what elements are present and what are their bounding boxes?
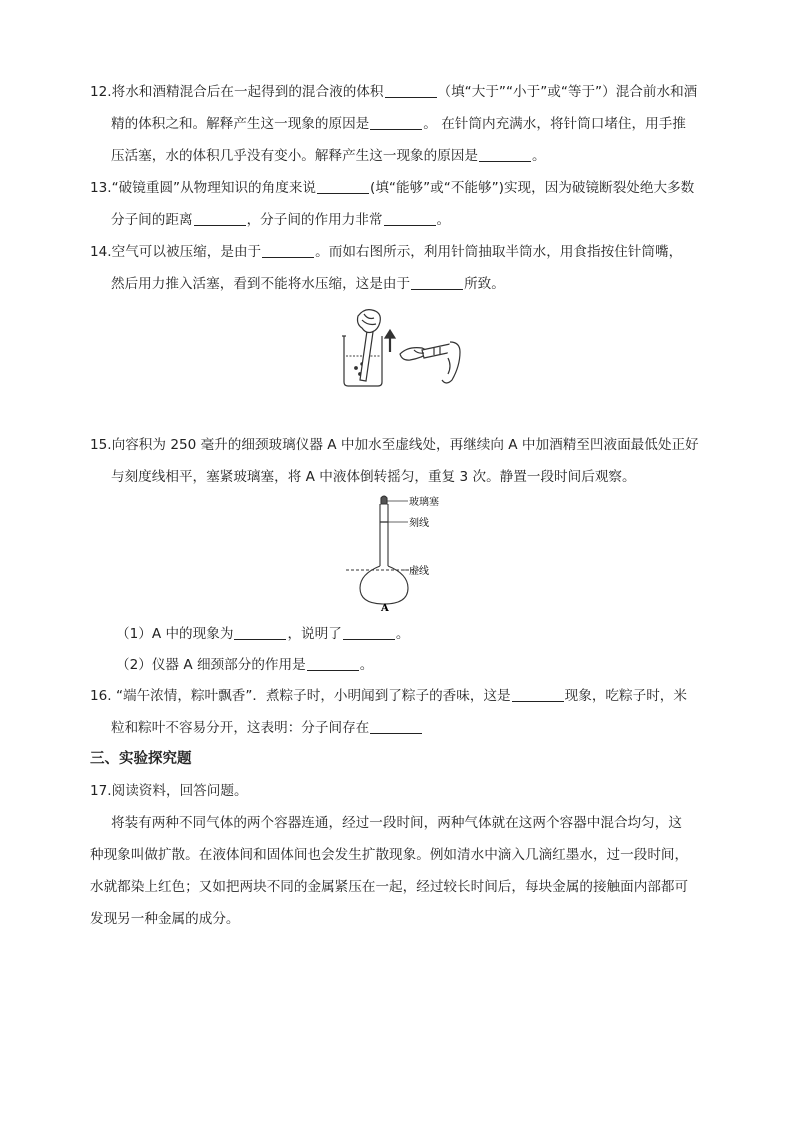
q15-sub-1 — [116, 624, 409, 644]
q12-blank-2[interactable] — [370, 115, 422, 130]
q15-sub2-text-b: 。 — [359, 657, 374, 673]
q15-sub-2 — [116, 655, 373, 675]
q17-para-line-1 — [111, 813, 682, 833]
label-dashed: 虚线 — [409, 566, 429, 577]
q17-para-text-3: 水就都染上红色；又如把两块不同的金属紧压在一起，经过较长时间后，每块金属的接触面内部都可 — [90, 879, 689, 895]
q15-sub2-text-a: （2）仪器 A 细颈部分的作用是 — [116, 657, 306, 673]
volumetric-flask-figure — [340, 494, 450, 612]
q15-line-2 — [111, 467, 636, 487]
q17-line-1 — [90, 781, 248, 801]
q15-blank-3[interactable] — [307, 656, 359, 671]
q17-para-line-2 — [90, 845, 688, 865]
q14-blank-2[interactable] — [411, 275, 463, 290]
q13-blank-2[interactable] — [194, 211, 246, 226]
q17-para-text-1: 将装有两种不同气体的两个容器连通，经过一段时间，两种气体就在这两个容器中混合均匀，这 — [111, 815, 682, 831]
q14-text-2b: 所致。 — [464, 276, 505, 292]
q13-blank-1[interactable] — [317, 179, 369, 194]
q12-text-2b: 。 在针筒内充满水，将针筒口堵住，用手推 — [423, 116, 686, 132]
q16-blank-1[interactable] — [512, 687, 564, 702]
q12-text-1b: （填“大于”“小于”或“等于”）混合前水和酒 — [437, 84, 698, 100]
beaker-with-syringe — [342, 310, 395, 386]
section-3-title: 三、实验探究题 — [90, 751, 192, 767]
q12-text-3b: 。 — [532, 148, 546, 164]
q15-line-1 — [90, 435, 699, 455]
glass-stopper — [381, 496, 387, 504]
q16-text-1b: 现象，吃粽子时，米 — [564, 688, 687, 704]
q14-line-2 — [111, 274, 505, 294]
q17-para-line-3 — [90, 877, 688, 897]
q17-para-line-4 — [90, 909, 240, 929]
q16-text-2a: 粒和粽叶不容易分开，这表明：分子间存在 — [111, 720, 370, 736]
q15-blank-2[interactable] — [343, 625, 395, 640]
q15-text-1: 15.向容积为 250 毫升的细颈玻璃仪器 A 中加水至虚线处，再继续向 A 中加酒精至凹液面最低处正好 — [90, 437, 699, 453]
q16-text-1a: 16. “端午浓情，粽叶飘香”．煮粽子时，小明闻到了粽子的香味，这是 — [90, 688, 511, 704]
q13-line-1 — [90, 178, 694, 198]
q13-blank-3[interactable] — [384, 211, 436, 226]
syringe-pressed-by-hand — [400, 342, 460, 383]
q16-line-2 — [111, 718, 423, 738]
q13-text-2a: 分子间的距离 — [111, 212, 193, 228]
q14-text-1a: 14.空气可以被压缩，是由于 — [90, 244, 262, 260]
q12-line-2 — [111, 114, 686, 134]
q15-sub1-text-b: ，说明了 — [287, 626, 342, 642]
q12-text-1a: 12.将水和酒精混合后在一起得到的混合液的体积 — [90, 84, 384, 100]
q13-text-1b: (填“能够”或“不能够”)实现，因为破镜断裂处绝大多数 — [370, 180, 695, 196]
q12-line-3 — [111, 146, 546, 166]
q15-text-2: 与刻度线相平，塞紧玻璃塞，将 A 中液体倒转摇匀，重复 3 次。静置一段时间后观察。 — [111, 469, 636, 485]
q12-blank-1[interactable] — [385, 83, 437, 98]
q12-text-2a: 精的体积之和。解释产生这一现象的原因是 — [111, 116, 370, 132]
syringe-figure — [338, 306, 462, 388]
q15-blank-1[interactable] — [234, 625, 286, 640]
q13-text-2b: ，分子间的作用力非常 — [246, 212, 383, 228]
q16-blank-2[interactable] — [370, 719, 422, 734]
label-mark: 刻线 — [409, 518, 429, 529]
q15-sub1-text-c: 。 — [395, 626, 410, 642]
label-a: A — [381, 603, 389, 612]
q14-text-1b: 。而如右图所示，利用针筒抽取半筒水，用食指按住针筒嘴， — [315, 244, 683, 260]
q15-sub1-text-a: （1）A 中的现象为 — [116, 626, 234, 642]
q12-blank-3[interactable] — [479, 147, 531, 162]
q14-text-2a: 然后用力推入活塞，看到不能将水压缩，这是由于 — [111, 276, 411, 292]
q14-blank-1[interactable] — [262, 243, 314, 258]
q17-para-text-2: 种现象叫做扩散。在液体间和固体间也会发生扩散现象。例如清水中滴入几滴红墨水，过一段时间， — [90, 847, 689, 863]
q12-line-1 — [90, 82, 697, 102]
q13-text-1a: 13.“破镜重圆”从物理知识的角度来说 — [90, 180, 317, 196]
q17-para-text-4: 发现另一种金属的成分。 — [90, 911, 240, 927]
q14-line-1 — [90, 242, 682, 262]
q13-line-2 — [111, 210, 450, 230]
q16-line-1 — [90, 686, 687, 706]
label-stopper: 玻璃塞 — [409, 497, 439, 508]
q12-text-3a: 压活塞，水的体积几乎没有变小。解释产生这一现象的原因是 — [111, 148, 479, 164]
q17-text-1: 17.阅读资料，回答问题。 — [90, 783, 248, 799]
q13-text-2c: 。 — [436, 212, 451, 228]
